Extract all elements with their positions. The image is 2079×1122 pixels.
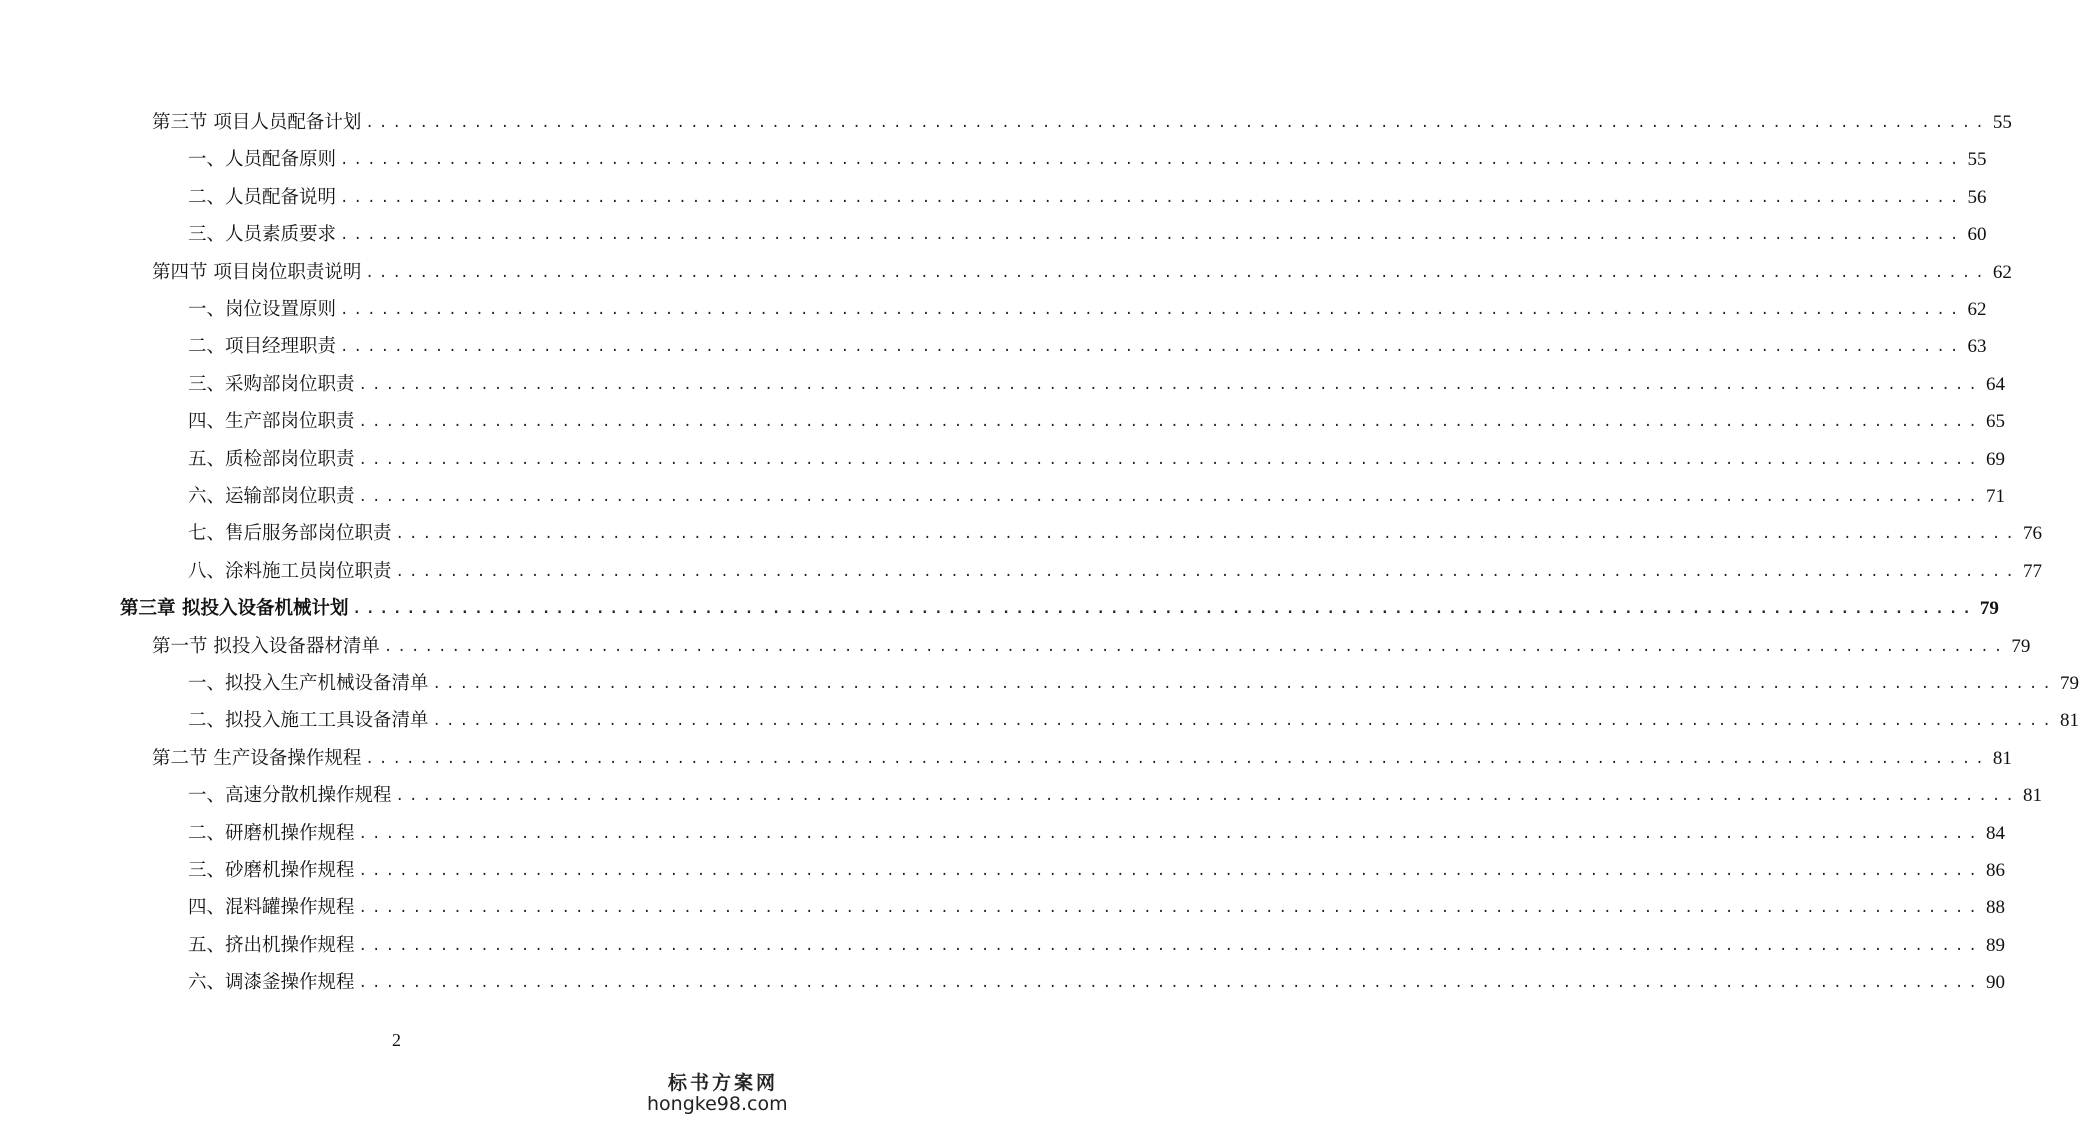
toc-entry-title: 二、研磨机操作规程 [188,822,355,844]
toc-leader-dots: ........................................................................................................................ [358,414,1982,431]
toc-entry-title: 一、人员配备原则 [188,149,337,171]
toc-leader-dots: ........................................................................................................................ [395,526,2019,543]
toc-leader-dots: ........................................................................................................................ [340,339,1964,356]
toc-leader-dots: ........................................................................................................................ [352,601,1976,618]
toc-leader-dots: ........................................................................................................................ [358,376,1982,393]
toc-leader-dots: ........................................................................................................................ [432,713,2056,730]
toc-entry-page: 81 [2022,785,2042,807]
toc-entry-page: 65 [1985,411,2005,433]
toc-entry-item [188,890,2005,920]
toc-leader-dots: ........................................................................................................................ [358,900,1982,917]
toc-entry-chapter [120,591,1999,621]
toc-entry-item [188,703,2079,733]
toc-entry-item [188,965,2005,995]
toc-entry-page: 64 [1985,373,2005,395]
toc-entry-title: 二、拟投入施工工具设备清单 [188,710,429,732]
toc-entry-section [152,105,2012,135]
toc-entry-page: 84 [1985,822,2005,844]
toc-entry-title: 三、人员素质要求 [188,224,337,246]
watermark-brand: 标书方案网 [668,1072,779,1094]
toc-entry-section [152,741,2012,771]
toc-entry-title: 三、砂磨机操作规程 [188,860,355,881]
toc-entry-page: 86 [1985,860,2005,881]
toc-leader-dots: ........................................................................................................................ [358,825,1982,842]
toc-leader-dots: ........................................................................................................................ [395,563,2019,580]
toc-entry-item [188,442,2005,472]
toc-entry-title: 一、岗位设置原则 [188,299,337,320]
toc-entry-title: 五、挤出机操作规程 [188,934,355,956]
toc-entry-item [188,142,1987,172]
toc-entry-page: 62 [1992,261,2012,283]
toc-leader-dots: ........................................................................................................................ [365,115,1989,131]
toc-entry-item [188,180,1987,210]
toc-entry-title: 七、售后服务部岗位职责 [188,523,392,545]
toc-entry-item [188,816,2005,846]
toc-leader-dots: ........................................................................................................................ [340,152,1964,169]
toc-leader-dots: ........................................................................................................................ [365,750,1989,767]
toc-leader-dots: ........................................................................................................................ [358,975,1982,992]
toc-entry-item [188,778,2042,808]
toc-entry-page: 89 [1985,934,2005,956]
toc-entry-page: 69 [1985,448,2005,470]
toc-entry-title: 二、项目经理职责 [188,336,337,358]
toc-entry-item [188,853,2005,883]
toc-leader-dots: ........................................................................................................................ [340,227,1964,244]
toc-leader-dots: ........................................................................................................................ [365,264,1989,281]
toc-entry-page: 81 [1992,747,2012,769]
toc-entry-title: 八、涂料施工员岗位职责 [188,560,392,582]
toc-entry-page: 63 [1967,336,1987,358]
toc-leader-dots: ........................................................................................................................ [340,302,1964,318]
toc-entry-page: 79 [2059,673,2079,694]
toc-entry-item [188,217,1987,247]
toc-entry-page: 88 [1985,897,2005,919]
toc-entry-item [188,479,2005,509]
toc-entry-item [188,666,2079,696]
toc-leader-dots: ........................................................................................................................ [358,937,1982,954]
toc-entry-title: 一、高速分散机操作规程 [188,785,392,807]
toc-entry-page: 90 [1985,972,2005,994]
toc-entry-page: 77 [2022,560,2042,582]
toc-entry-page: 60 [1967,224,1987,246]
toc-entry-page: 81 [2059,710,2079,732]
toc-entry-title: 二、人员配备说明 [188,186,337,208]
toc-entry-section [152,629,2031,659]
toc-entry-item [188,404,2005,434]
toc-entry-page: 79 [2011,635,2031,657]
toc-leader-dots: ........................................................................................................................ [395,788,2019,805]
page-number: 2 [392,1030,401,1050]
toc-entry-title: 四、混料罐操作规程 [188,897,355,919]
watermark-url: hongke98.com [647,1093,788,1115]
toc-entry-title: 第三节 项目人员配备计划 [152,112,362,133]
toc-entry-item [188,928,2005,958]
toc-entry-page: 62 [1967,299,1987,320]
toc-entry-title: 第二节 生产设备操作规程 [152,747,362,769]
toc-leader-dots: ........................................................................................................................ [358,451,1982,468]
toc-entry-title: 六、运输部岗位职责 [188,486,355,507]
toc-entry-page: 56 [1967,186,1987,208]
toc-entry-title: 一、拟投入生产机械设备清单 [188,673,429,694]
toc-leader-dots: ........................................................................................................................ [340,189,1964,206]
toc-entry-title: 六、调漆釜操作规程 [188,972,355,994]
toc-entry-page: 71 [1985,486,2005,507]
toc-entry-title: 第四节 项目岗位职责说明 [152,261,362,283]
toc-entry-item [188,367,2005,397]
toc-entry-title: 四、生产部岗位职责 [188,411,355,433]
toc-entry-item [188,516,2042,546]
toc-entry-page: 79 [1979,598,1999,620]
toc-entry-title: 五、质检部岗位职责 [188,448,355,470]
toc-leader-dots: ........................................................................................................................ [358,489,1982,505]
toc-entry-page: 76 [2022,523,2042,545]
toc-entry-title: 第三章 拟投入设备机械计划 [120,598,349,620]
toc-entry-page: 55 [1967,149,1987,171]
toc-leader-dots: ........................................................................................................................ [358,863,1982,879]
toc-entry-title: 第一节 拟投入设备器材清单 [152,635,380,657]
toc-entry-item [188,554,2042,584]
toc-leader-dots: ........................................................................................................................ [432,676,2056,692]
toc-entry-item [188,329,1987,359]
toc-entry-title: 三、采购部岗位职责 [188,373,355,395]
toc-entry-section [152,255,2012,285]
toc-entry-page: 55 [1992,112,2012,133]
toc-entry-item [188,292,1987,322]
toc-leader-dots: ........................................................................................................................ [383,638,2008,655]
